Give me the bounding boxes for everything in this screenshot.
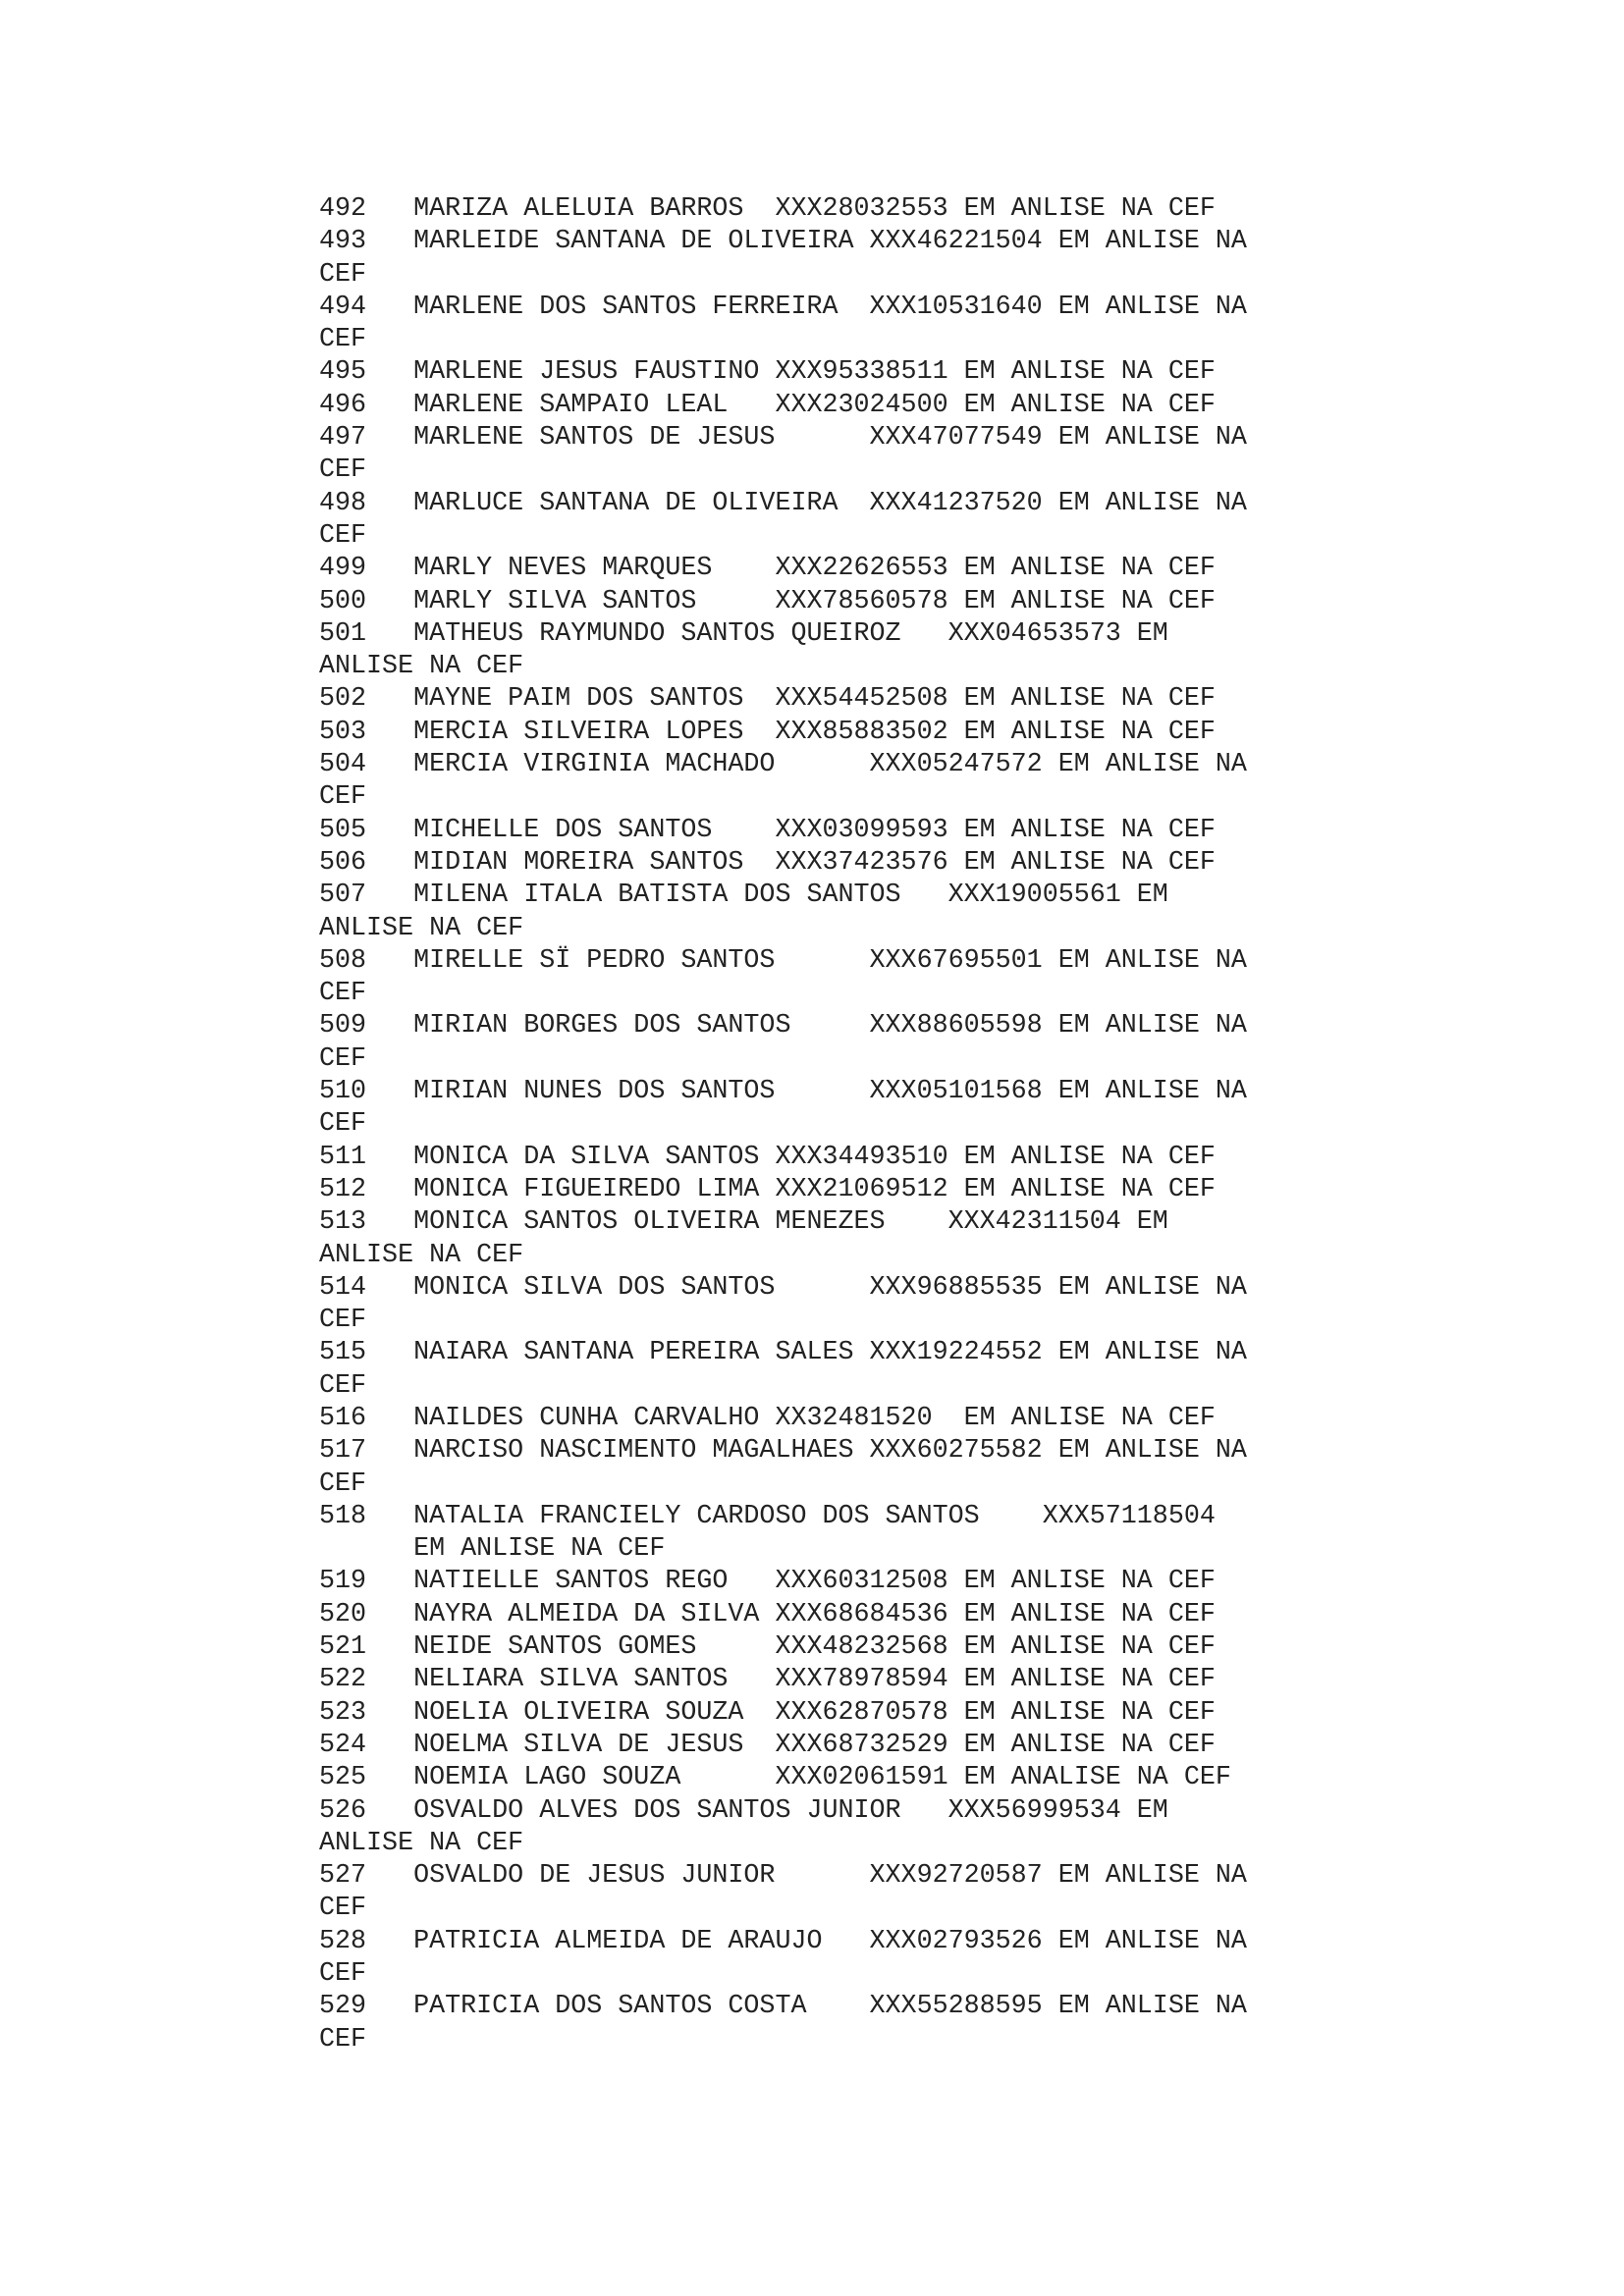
text-line: 523 NOELIA OLIVEIRA SOUZA XXX62870578 EM ANLISE NA CEF [319, 1697, 1216, 1728]
text-line: 529 PATRICIA DOS SANTOS COSTA XXX55288595 EM ANLISE NA [319, 1992, 1247, 2022]
text-line: 496 MARLENE SAMPAIO LEAL XXX23024500 EM ANLISE NA CEF [319, 390, 1216, 420]
text-line: CEF [319, 1043, 367, 1074]
text-line: 504 MERCIA VIRGINIA MACHADO XXX05247572 EM ANLISE NA [319, 750, 1247, 780]
text-line: 493 MARLEIDE SANTANA DE OLIVEIRA XXX46221504 EM ANLISE NA [319, 227, 1247, 257]
text-line: 526 OSVALDO ALVES DOS SANTOS JUNIOR XXX56999534 EM [319, 1795, 1168, 1826]
text-line: 514 MONICA SILVA DOS SANTOS XXX96885535 EM ANLISE NA [319, 1272, 1247, 1303]
text-line: CEF [319, 1306, 367, 1336]
text-line: 518 NATALIA FRANCIELY CARDOSO DOS SANTOS XXX57118504 [319, 1501, 1216, 1531]
text-line: 511 MONICA DA SILVA SANTOS XXX34493510 EM ANLISE NA CEF [319, 1142, 1216, 1172]
text-line: 517 NARCISO NASCIMENTO MAGALHAES XXX60275582 EM ANLISE NA [319, 1436, 1247, 1467]
document-body [319, 193, 1321, 2056]
text-line: CEF [319, 259, 367, 290]
text-line: CEF [319, 1959, 367, 1990]
text-line: CEF [319, 325, 367, 355]
text-line: 522 NELIARA SILVA SANTOS XXX78978594 EM ANLISE NA CEF [319, 1665, 1216, 1695]
text-line: 525 NOEMIA LAGO SOUZA XXX02061591 EM ANALISE NA CEF [319, 1763, 1231, 1793]
text-line: 524 NOELMA SILVA DE JESUS XXX68732529 EM ANLISE NA CEF [319, 1730, 1216, 1760]
text-line: 509 MIRIAN BORGES DOS SANTOS XXX88605598 EM ANLISE NA [319, 1011, 1247, 1041]
text-line: 521 NEIDE SANTOS GOMES XXX48232568 EM ANLISE NA CEF [319, 1632, 1216, 1663]
text-line: 513 MONICA SANTOS OLIVEIRA MENEZES XXX42311504 EM [319, 1207, 1168, 1238]
text-line: 507 MILENA ITALA BATISTA DOS SANTOS XXX19005561 EM [319, 881, 1168, 911]
text-line: 520 NAYRA ALMEIDA DA SILVA XXX68684536 EM ANLISE NA CEF [319, 1599, 1216, 1629]
text-line: ANLISE NA CEF [319, 1240, 524, 1270]
text-line: 492 MARIZA ALELUIA BARROS XXX28032553 EM ANLISE NA CEF [319, 194, 1216, 224]
text-line: ANLISE NA CEF [319, 913, 524, 943]
text-line: CEF [319, 979, 367, 1009]
text-line: 515 NAIARA SANTANA PEREIRA SALES XXX19224552 EM ANLISE NA [319, 1338, 1247, 1368]
text-line: 500 MARLY SILVA SANTOS XXX78560578 EM ANLISE NA CEF [319, 586, 1216, 616]
text-line: 516 NAILDES CUNHA CARVALHO XX32481520 EM ANLISE NA CEF [319, 1403, 1216, 1433]
text-line: 510 MIRIAN NUNES DOS SANTOS XXX05101568 EM ANLISE NA [319, 1077, 1247, 1107]
text-line: 528 PATRICIA ALMEIDA DE ARAUJO XXX02793526 EM ANLISE NA [319, 1926, 1247, 1956]
text-line: CEF [319, 2024, 367, 2055]
text-line: CEF [319, 520, 367, 551]
text-line: 508 MIRELLE SÏ PEDRO SANTOS XXX67695501 EM ANLISE NA [319, 945, 1247, 976]
text-line: 494 MARLENE DOS SANTOS FERREIRA XXX10531640 EM ANLISE NA [319, 292, 1247, 322]
text-line: 503 MERCIA SILVEIRA LOPES XXX85883502 EM ANLISE NA CEF [319, 717, 1216, 747]
text-line: CEF [319, 1370, 367, 1401]
text-line: ANLISE NA CEF [319, 652, 524, 682]
text-line: CEF [319, 1894, 367, 1924]
text-line: 495 MARLENE JESUS FAUSTINO XXX95338511 EM ANLISE NA CEF [319, 357, 1216, 388]
text-line: CEF [319, 782, 367, 813]
text-line: CEF [319, 455, 367, 486]
text-line: 497 MARLENE SANTOS DE JESUS XXX47077549 EM ANLISE NA [319, 423, 1247, 454]
text-line: ANLISE NA CEF [319, 1828, 524, 1858]
text-line: 519 NATIELLE SANTOS REGO XXX60312508 EM ANLISE NA CEF [319, 1567, 1216, 1597]
text-line: CEF [319, 1468, 367, 1499]
text-line: 527 OSVALDO DE JESUS JUNIOR XXX92720587 EM ANLISE NA [319, 1861, 1247, 1892]
text-line: 499 MARLY NEVES MARQUES XXX22626553 EM ANLISE NA CEF [319, 554, 1216, 584]
text-line: 505 MICHELLE DOS SANTOS XXX03099593 EM ANLISE NA CEF [319, 815, 1216, 845]
text-line: CEF [319, 1109, 367, 1140]
text-line: 512 MONICA FIGUEIREDO LIMA XXX21069512 EM ANLISE NA CEF [319, 1174, 1216, 1204]
text-line: 506 MIDIAN MOREIRA SANTOS XXX37423576 EM ANLISE NA CEF [319, 847, 1216, 878]
text-line: 502 MAYNE PAIM DOS SANTOS XXX54452508 EM ANLISE NA CEF [319, 684, 1216, 715]
text-line: EM ANLISE NA CEF [319, 1534, 666, 1565]
text-line: 498 MARLUCE SANTANA DE OLIVEIRA XXX41237520 EM ANLISE NA [319, 488, 1247, 518]
text-line: 501 MATHEUS RAYMUNDO SANTOS QUEIROZ XXX04653573 EM [319, 618, 1168, 649]
